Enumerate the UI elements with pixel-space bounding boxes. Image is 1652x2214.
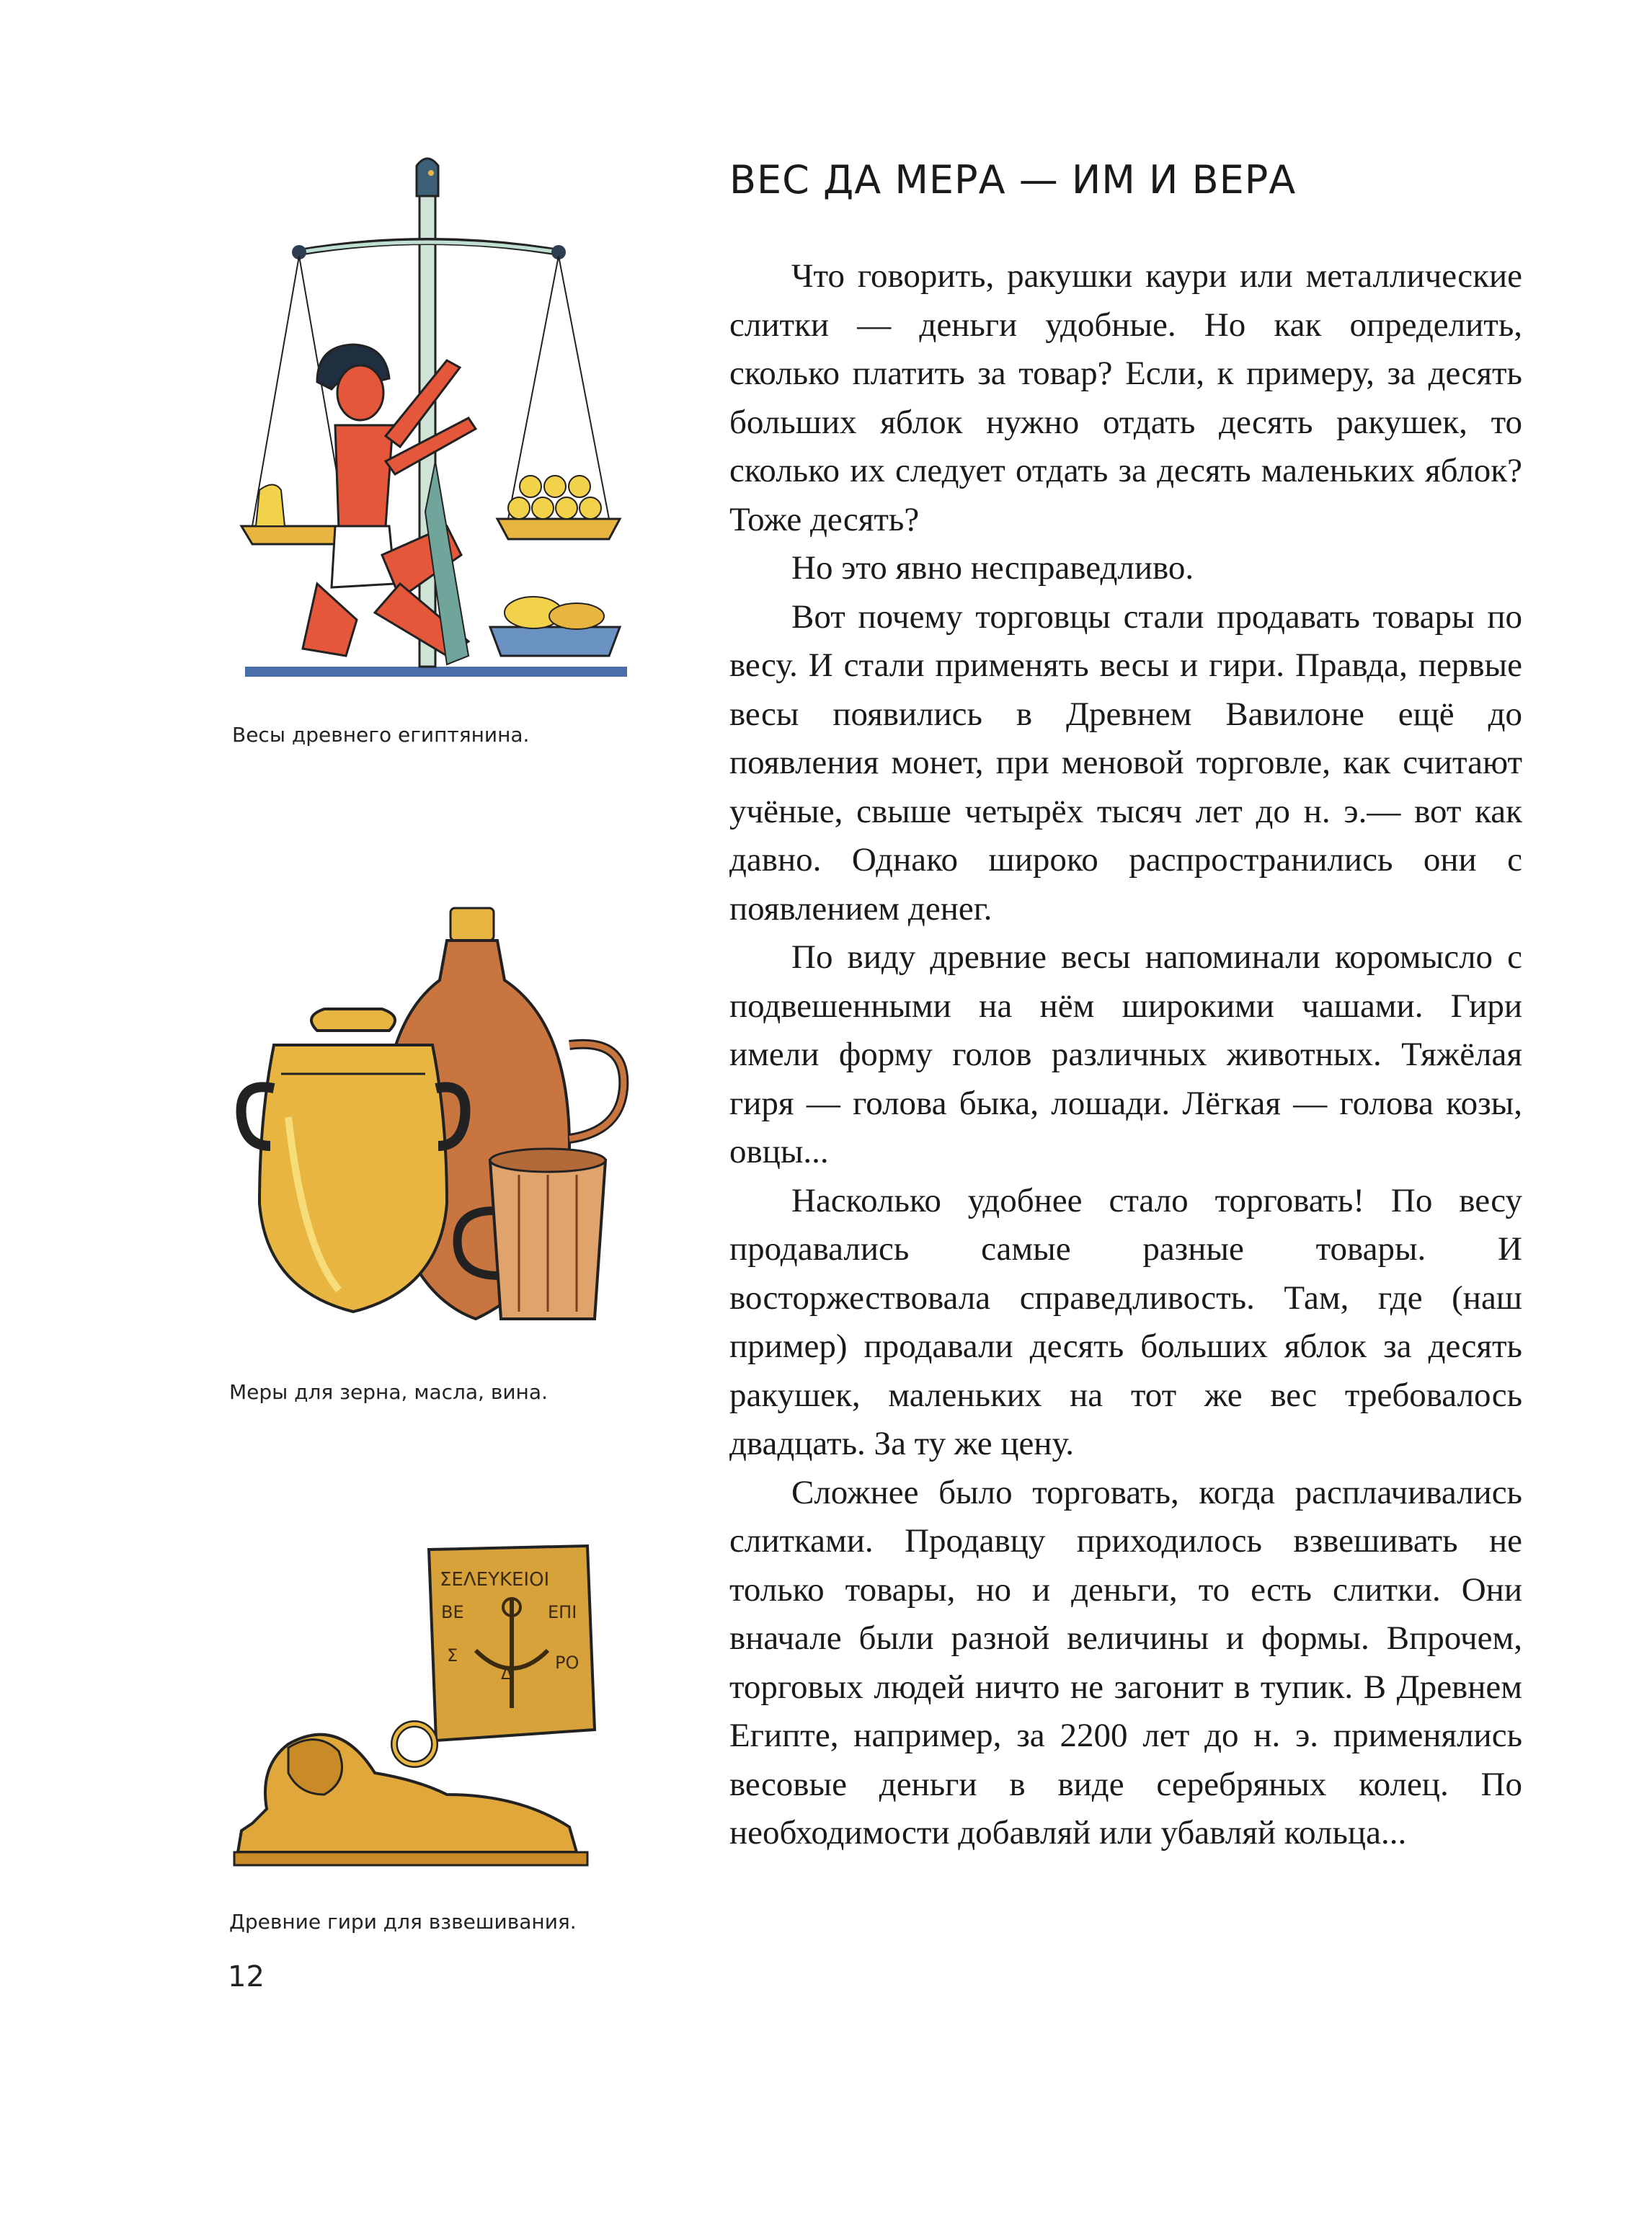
weight-inscription-sigma: Σ	[447, 1645, 458, 1666]
paragraph-3: Вот почему торговцы стали продавать товары по весу. И стали применять весы и гири. Правда, первые весы появились в Древнем Вавилоне ещё до появления монет, при меновой торговле, как считают учёные, свыше четырёх тысяч лет до н. э.— вот как давно. Однако широко распространились они с появлением денег.	[729, 597, 1522, 928]
weight-inscription-delta: Δ	[501, 1663, 513, 1684]
paragraph-1: Что говорить, ракушки каури или металлические слитки — деньги удобные. Но как определить, сколько платить за товар? Если, к примеру, за десять больших яблок нужно отдать десять ракушек, то сколько их следует отдать за десять маленьких яблок? Тоже десять?	[729, 257, 1522, 538]
weight-inscription-be: ΒΕ	[441, 1602, 464, 1622]
body-text	[729, 252, 1522, 1858]
vessels-illustration	[231, 901, 649, 1348]
paragraph-6: Сложнее было торговать, когда расплачивались слитками. Продавцу приходилось взвешивать не только товары, но и деньги, то есть слитки. Они вначале были разной величины и формы. Впрочем, торговых людей ничто не загонит в тупик. В Древнем Египте, например, за 2200 лет до н. э. применялись весовые деньги в виде серебряных колец. По необходимости добавляй или убавляй кольца...	[729, 1473, 1522, 1851]
paragraph-4: По виду древние весы напоминали коромысло с подвешенными на нём широкими чашами. Гири имели форму голов различных животных. Тяжёлая гиря — голова быка, лошади. Лёгкая — голова козы, овцы...	[729, 938, 1522, 1170]
scales-caption: Весы древнего египтянина.	[232, 723, 530, 747]
weights-illustration	[231, 1535, 605, 1874]
weights-caption: Древние гири для взвешивания.	[229, 1910, 577, 1934]
vessels-caption: Меры для зерна, масла, вина.	[229, 1380, 548, 1404]
paragraph-5: Насколько удобнее стало торговать! По весу продавались самые разные товары. И восторжествовала справедливость. Там, где (наш пример) продавали десять больших яблок за десять ракушек, маленьких на тот же вес требовалось двадцать. За ту же цену.	[729, 1181, 1522, 1462]
weight-inscription-line1: ΣΕΛΕΥΚΕΙΟΙ	[440, 1569, 550, 1591]
weight-inscription-ro: ΡΟ	[555, 1653, 579, 1673]
weight-inscription-epi: ΕΠΙ	[548, 1602, 577, 1622]
page-number: 12	[228, 1960, 265, 1993]
chapter-heading: ВЕС ДА МЕРА — ИМ И ВЕРА	[729, 157, 1297, 203]
paragraph-2: Но это явно несправедливо.	[791, 549, 1194, 587]
egyptian-scales-illustration	[231, 151, 634, 685]
